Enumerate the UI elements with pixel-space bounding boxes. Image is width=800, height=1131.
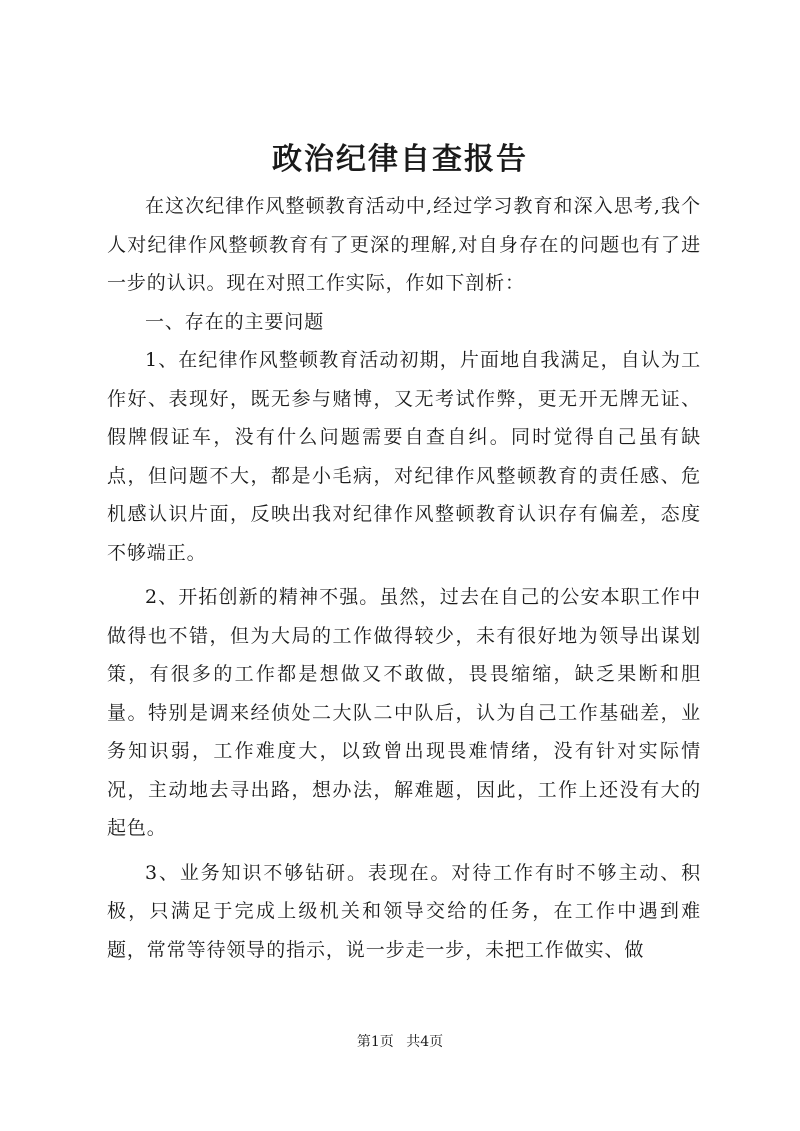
document-title: 政治纪律自查报告	[272, 142, 528, 177]
paragraph-item-1: 1、在纪律作风整顿教育活动初期，片面地自我满足，自认为工作好、表现好，既无参与赌博，又无考试作弊，更无开无牌无证、假牌假证车，没有什么问题需要自查自纠。同时觉得自己虽有缺点，但问题不大，都是小毛病，对纪律作风整顿教育的责任感、危机感认识片面，反映出我对纪律作风整顿教育认识存有偏差，态度不够端正。	[107, 349, 701, 564]
paragraph-item-2: 2、开拓创新的精神不强。虽然，过去在自己的公安本职工作中做得也不错，但为大局的工作做得较少，未有很好地为领导出谋划策，有很多的工作都是想做又不敢做，畏畏缩缩，缺乏果断和胆量。特别是调来经侦处二大队二中队后，认为自己工作基础差，业务知识弱，工作难度大，以致曾出现畏难情绪，没有针对实际情况，主动地去寻出路，想办法，解难题，因此，工作上还没有大的起色。	[107, 586, 701, 839]
page-number: 第1页	[356, 1034, 394, 1050]
page-footer	[0, 1032, 800, 1052]
document-body	[107, 187, 701, 969]
paragraph-item-3: 3、业务知识不够钻研。表现在。对待工作有时不够主动、积极，只满足于完成上级机关和领导交给的任务，在工作中遇到难题，常常等待领导的指示，说一步走一步，未把工作做实、做	[107, 861, 701, 961]
page-total: 共4页	[406, 1034, 444, 1050]
paragraph-intro: 在这次纪律作风整顿教育活动中,经过学习教育和深入思考,我个人对纪律作风整顿教育有了更深的理解,对自身存在的问题也有了进一步的认识。现在对照工作实际，作如下剖析：	[107, 195, 701, 294]
section-heading: 一、存在的主要问题	[145, 310, 325, 333]
